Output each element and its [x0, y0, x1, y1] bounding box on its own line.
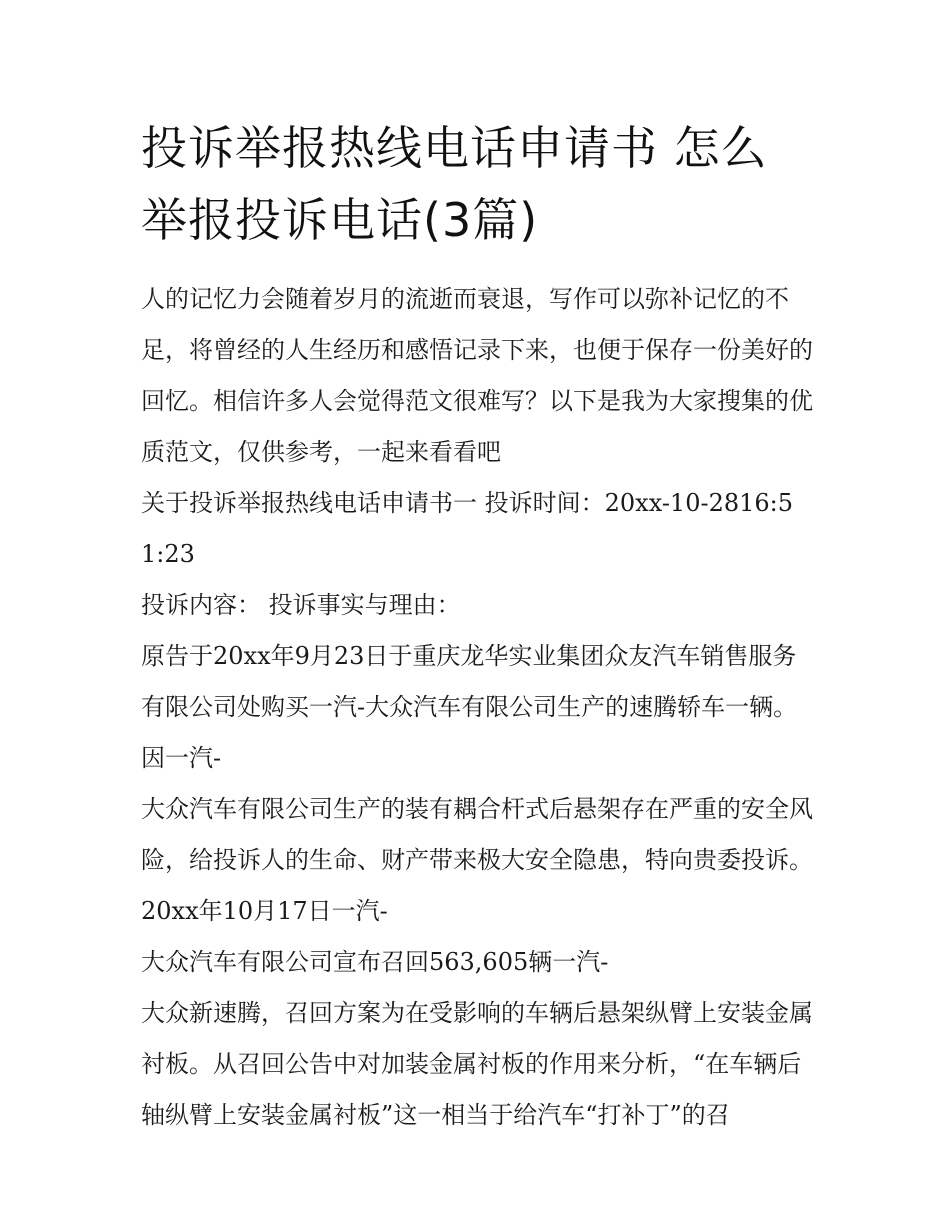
- complaint-content-heading: 投诉内容： 投诉事实与理由：: [141, 591, 461, 619]
- body-paragraph: 原告于20xx年9月23日于重庆龙华实业集团众友汽车销售服务有限公司处购买一汽-大众汽车有限公司生产的速腾轿车一辆。因一汽-: [141, 642, 798, 772]
- body-paragraph: 大众新速腾，召回方案为在受影响的车辆后悬架纵臂上安装金属衬板。从召回公告中对加装金属衬板的作用来分析，“在车辆后轴纵臂上安装金属衬板”这一相当于给汽车“打补丁”的召: [141, 999, 813, 1129]
- document-body: [141, 112, 813, 1141]
- intro-paragraph: 人的记忆力会随着岁月的流逝而衰退，写作可以弥补记忆的不足，将曾经的人生经历和感悟记录下来，也便于保存一份美好的回忆。相信许多人会觉得范文很难写？以下是我为大家搜集的优质范文，仅供参考，一起来看看吧: [141, 285, 813, 466]
- complaint-time-line: 关于投诉举报热线电话申请书一 投诉时间：20xx-10-2816:51:23: [141, 489, 794, 568]
- body-paragraph: 大众汽车有限公司宣布召回563,605辆一汽-: [141, 948, 609, 976]
- body-paragraph: 大众汽车有限公司生产的装有耦合杆式后悬架存在严重的安全风险，给投诉人的生命、财产带来极大安全隐患，特向贵委投诉。 20xx年10月17日一汽-: [141, 795, 813, 925]
- document-title: 投诉举报热线电话申请书 怎么举报投诉电话(3篇): [141, 121, 768, 247]
